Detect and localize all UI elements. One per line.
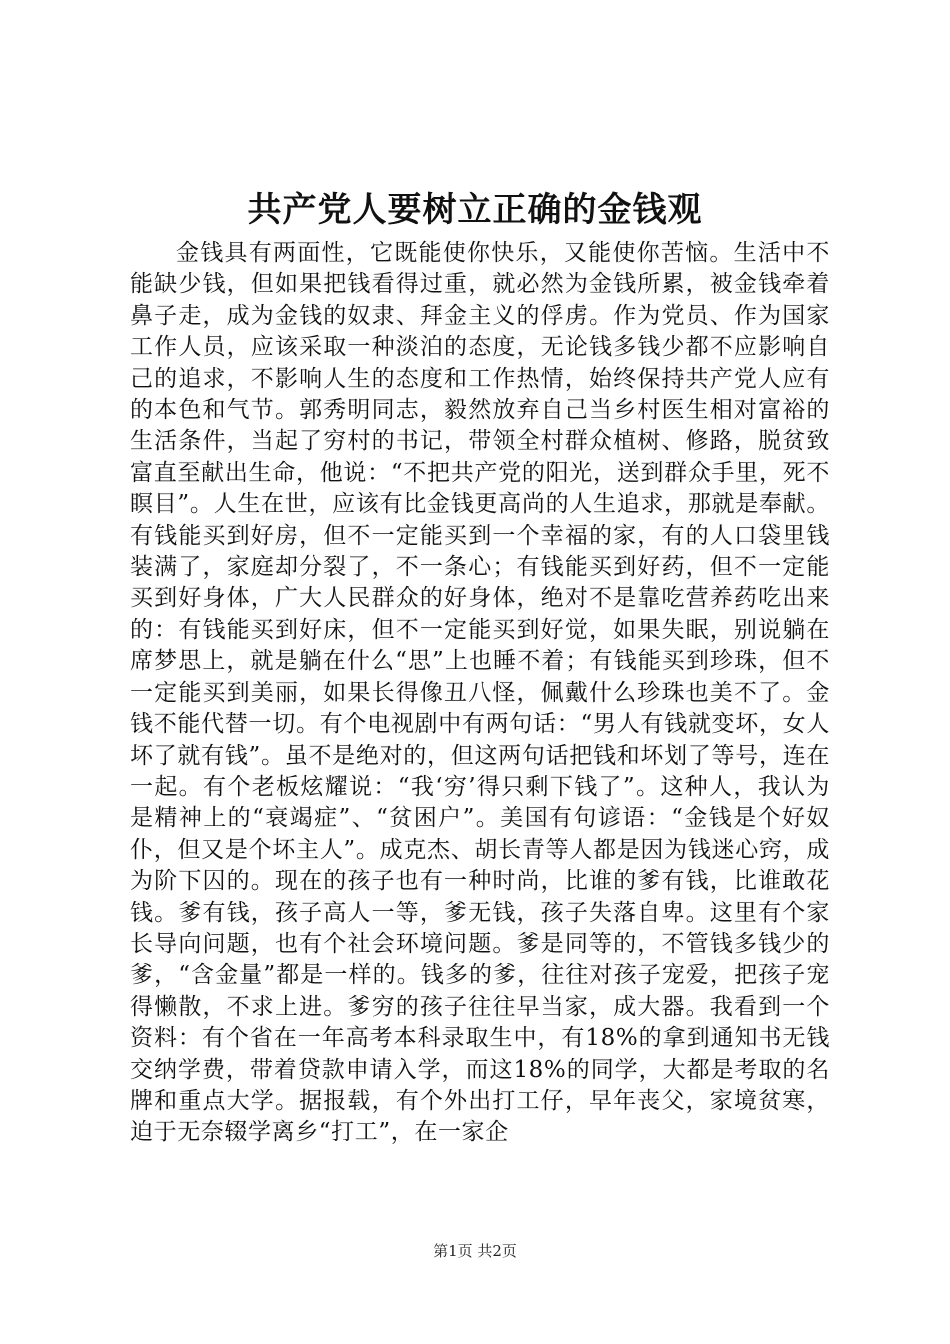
document-title: 共产党人要树立正确的金钱观 (247, 190, 703, 230)
body-paragraph: 金钱具有两面性，它既能使你快乐，又能使你苦恼。生活中不能缺少钱，但如果把钱看得过重，就必然为金钱所累，被金钱牵着鼻子走，成为金钱的奴隶、拜金主义的俘虏。作为党员、作为国家工作人员，应该采取一种淡泊的态度，无论钱多钱少都不应影响自己的追求，不影响人生的态度和工作热情，始终保持共产党人应有的本色和气节。郭秀明同志，毅然放弃自己当乡村医生相对富裕的生活条件，当起了穷村的书记，带领全村群众植树、修路，脱贫致富直至献出生命，他说：“不把共产党的阳光，送到群众手里，死不瞑目”。人生在世，应该有比金钱更高尚的人生追求，那就是奉献。有钱能买到好房，但不一定能买到一个幸福的家，有的人口袋里钱装满了，家庭却分裂了，不一条心；有钱能买到好药，但不一定能买到好身体，广大人民群众的好身体，绝对不是靠吃营养药吃出来的：有钱能买到好床，但不一定能买到好觉，如果失眠，别说躺在席梦思上，就是躺在什么“思”上也睡不着；有钱能买到珍珠，但不一定能买到美丽，如果长得像丑八怪，佩戴什么珍珠也美不了。金钱不能代替一切。有个电视剧中有两句话：“男人有钱就变坏，女人坏了就有钱”。虽不是绝对的，但这两句话把钱和坏划了等号，连在一起。有个老板炫耀说：“我‘穷’得只剩下钱了”。这种人，我认为是精神上的“衰竭症”、“贫困户”。美国有句谚语：“金钱是个好奴仆，但又是个坏主人”。成克杰、胡长青等人都是因为钱迷心窍，成为阶下囚的。现在的孩子也有一种时尚，比谁的爹有钱，比谁敢花钱。爹有钱，孩子高人一等，爹无钱，孩子失落自卑。这里有个家长导向问题，也有个社会环境问题。爹是同等的，不管钱多钱少的爹，“含金量”都是一样的。钱多的爹，往往对孩子宠爱，把孩子宠得懒散，不求上进。爹穷的孩子往往早当家，成大器。我看到一个资料：有个省在一年高考本科录取生中，有18%的拿到通知书无钱交纳学费，带着贷款申请入学，而这18%的同学，大都是考取的名牌和重点大学。据报载，有个外出打工仔，早年丧父，家境贫寒，迫于无奈辍学离乡“打工”，在一家企 (130, 240, 830, 1146)
page-number-footer: 第1页 共2页 (433, 1242, 517, 1260)
